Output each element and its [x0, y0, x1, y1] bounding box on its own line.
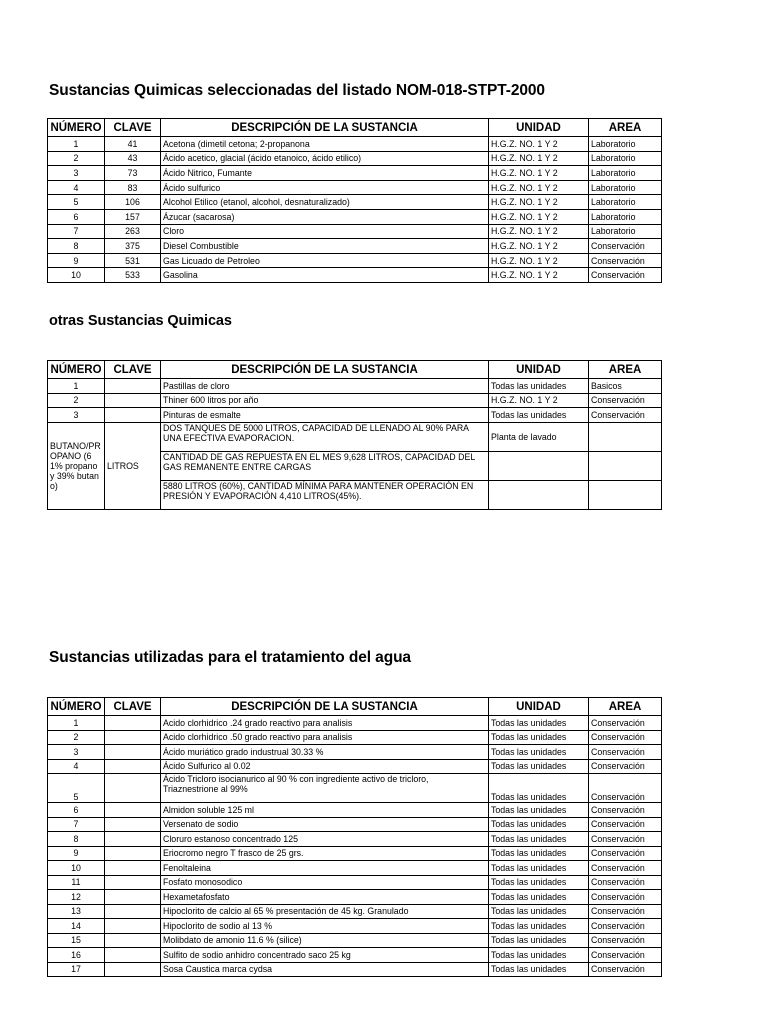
- cell-unidad: Todas las unidades: [489, 875, 589, 890]
- header-area: AREA: [589, 119, 662, 137]
- cell-unidad: Todas las unidades: [489, 846, 589, 861]
- table-row: [48, 209, 662, 224]
- cell-numero: 17: [48, 962, 105, 977]
- table-row: [48, 195, 662, 210]
- cell-unidad: H.G.Z. NO. 1 Y 2: [489, 239, 589, 254]
- water-treatment-body: [48, 716, 662, 977]
- cell-unidad: H.G.Z. NO. 1 Y 2: [489, 253, 589, 268]
- cell-numero: 6: [48, 803, 105, 818]
- cell-unidad: Todas las unidades: [489, 774, 589, 803]
- cell-numero: 11: [48, 875, 105, 890]
- cell-clave: [105, 774, 161, 803]
- cell-area: Conservación: [589, 774, 662, 803]
- cell-unidad: Todas las unidades: [489, 716, 589, 731]
- cell-unidad: Todas las unidades: [489, 408, 589, 423]
- header-unidad: UNIDAD: [489, 119, 589, 137]
- cell-clave: [105, 803, 161, 818]
- cell-numero: 1: [48, 379, 105, 394]
- header-area: AREA: [589, 361, 662, 379]
- cell-numero: 4: [48, 180, 105, 195]
- cell-descripcion: Hipoclorito de calcio al 65 % presentación de 45 kg. Granulado: [161, 904, 489, 919]
- cell-area: Conservación: [589, 393, 662, 408]
- cell-unidad: Todas las unidades: [489, 890, 589, 905]
- section-2-title: otras Sustancias Quimicas: [49, 313, 232, 329]
- cell-descripcion: Cloro: [161, 224, 489, 239]
- cell-descripcion: Molibdato de amonio 11.6 % (silice): [161, 933, 489, 948]
- cell-clave: [105, 379, 161, 394]
- cell-clave: [105, 730, 161, 745]
- cell-unidad: Todas las unidades: [489, 803, 589, 818]
- cell-descripcion: Acetona (dimetil cetona; 2-propanona: [161, 137, 489, 152]
- other-substances-table: [47, 360, 662, 510]
- cell-clave: [105, 393, 161, 408]
- cell-unidad: H.G.Z. NO. 1 Y 2: [489, 393, 589, 408]
- cell-area: Conservación: [589, 759, 662, 774]
- cell-unidad: Todas las unidades: [489, 759, 589, 774]
- cell-numero: 16: [48, 948, 105, 963]
- butano-area-2: [589, 451, 662, 480]
- cell-area: Laboratorio: [589, 137, 662, 152]
- table-row: [48, 166, 662, 181]
- cell-area: Conservación: [589, 919, 662, 934]
- cell-clave: [105, 948, 161, 963]
- cell-numero: 2: [48, 730, 105, 745]
- butano-unidad: Planta de lavado: [489, 422, 589, 451]
- cell-clave: [105, 861, 161, 876]
- cell-area: Conservación: [589, 817, 662, 832]
- table-row: [48, 408, 662, 423]
- cell-clave: [105, 817, 161, 832]
- butano-block: [48, 422, 662, 509]
- cell-area: Conservación: [589, 948, 662, 963]
- cell-descripcion: Alcohol Etilico (etanol, alcohol, desnaturalizado): [161, 195, 489, 210]
- table-row: [48, 846, 662, 861]
- cell-descripcion: Hexametafosfato: [161, 890, 489, 905]
- table-row: [48, 268, 662, 283]
- cell-unidad: H.G.Z. NO. 1 Y 2: [489, 180, 589, 195]
- header-descripcion: DESCRIPCIÓN DE LA SUSTANCIA: [161, 361, 489, 379]
- cell-unidad: Todas las unidades: [489, 379, 589, 394]
- cell-descripcion: Acido clorhidrico .24 grado reactivo para analisis: [161, 716, 489, 731]
- cell-area: Conservación: [589, 846, 662, 861]
- table-row: [48, 239, 662, 254]
- table-row: [48, 817, 662, 832]
- cell-clave: [105, 745, 161, 760]
- cell-unidad: Todas las unidades: [489, 919, 589, 934]
- cell-unidad: H.G.Z. NO. 1 Y 2: [489, 268, 589, 283]
- cell-numero: 8: [48, 239, 105, 254]
- header-numero: NÚMERO: [48, 361, 105, 379]
- butano-desc-1: DOS TANQUES DE 5000 LITROS, CAPACIDAD DE LLENADO AL 90% PARA UNA EFECTIVA EVAPORACION.: [161, 422, 489, 451]
- table-row: [48, 904, 662, 919]
- header-clave: CLAVE: [105, 361, 161, 379]
- cell-area: Laboratorio: [589, 151, 662, 166]
- cell-numero: 15: [48, 933, 105, 948]
- cell-area: Conservación: [589, 408, 662, 423]
- water-treatment-table: [47, 697, 662, 977]
- cell-clave: 106: [105, 195, 161, 210]
- cell-numero: 4: [48, 759, 105, 774]
- cell-descripcion: Pastillas de cloro: [161, 379, 489, 394]
- cell-clave: 375: [105, 239, 161, 254]
- cell-area: Conservación: [589, 730, 662, 745]
- table-row: [48, 919, 662, 934]
- table-row: [48, 933, 662, 948]
- cell-clave: 73: [105, 166, 161, 181]
- table-header-row: [48, 698, 662, 716]
- cell-descripcion: Acido clorhidrico .50 grado reactivo para analisis: [161, 730, 489, 745]
- cell-descripcion: Ácido sulfurico: [161, 180, 489, 195]
- table-row: [48, 180, 662, 195]
- cell-numero: 1: [48, 137, 105, 152]
- butano-desc-2: CANTIDAD DE GAS REPUESTA EN EL MES 9,628 LITROS, CAPACIDAD DEL GAS REMANENTE ENTRE CARGAS: [161, 451, 489, 480]
- table-row: [48, 379, 662, 394]
- table-row: [48, 137, 662, 152]
- table-row: [48, 948, 662, 963]
- cell-clave: 43: [105, 151, 161, 166]
- cell-area: Conservación: [589, 239, 662, 254]
- cell-numero: 6: [48, 209, 105, 224]
- cell-clave: [105, 408, 161, 423]
- cell-descripcion: Hipoclorito de sodio al 13 %: [161, 919, 489, 934]
- cell-numero: 9: [48, 253, 105, 268]
- cell-descripcion: Ácido Sulfurico al 0.02: [161, 759, 489, 774]
- cell-numero: 10: [48, 861, 105, 876]
- cell-numero: 3: [48, 166, 105, 181]
- table-row: [48, 962, 662, 977]
- cell-unidad: Todas las unidades: [489, 948, 589, 963]
- cell-area: Conservación: [589, 875, 662, 890]
- cell-unidad: Todas las unidades: [489, 730, 589, 745]
- cell-descripcion: Thiner 600 litros por año: [161, 393, 489, 408]
- table-row: [48, 759, 662, 774]
- header-unidad: UNIDAD: [489, 361, 589, 379]
- cell-numero: 13: [48, 904, 105, 919]
- cell-area: Laboratorio: [589, 166, 662, 181]
- cell-descripcion: Gas Licuado de Petroleo: [161, 253, 489, 268]
- butano-area-1: [589, 422, 662, 451]
- cell-area: Conservación: [589, 904, 662, 919]
- cell-descripcion: Sosa Caustica marca cydsa: [161, 962, 489, 977]
- butano-unidad-3: [489, 480, 589, 509]
- table-row: [48, 832, 662, 847]
- cell-unidad: Todas las unidades: [489, 832, 589, 847]
- cell-clave: [105, 919, 161, 934]
- cell-numero: 2: [48, 393, 105, 408]
- cell-clave: 263: [105, 224, 161, 239]
- header-clave: CLAVE: [105, 119, 161, 137]
- cell-numero: 10: [48, 268, 105, 283]
- other-substances-body: [48, 379, 662, 423]
- cell-numero: 2: [48, 151, 105, 166]
- header-area: AREA: [589, 698, 662, 716]
- cell-unidad: H.G.Z. NO. 1 Y 2: [489, 137, 589, 152]
- table-row: [48, 803, 662, 818]
- header-descripcion: DESCRIPCIÓN DE LA SUSTANCIA: [161, 698, 489, 716]
- section-3-title: Sustancias utilizadas para el tratamiento del agua: [49, 649, 411, 666]
- cell-clave: [105, 846, 161, 861]
- cell-area: Conservación: [589, 253, 662, 268]
- cell-area: Laboratorio: [589, 209, 662, 224]
- table-row: [48, 774, 662, 803]
- butano-unidad-2: [489, 451, 589, 480]
- cell-descripcion: Sulfito de sodio anhidro concentrado saco 25 kg: [161, 948, 489, 963]
- cell-clave: [105, 875, 161, 890]
- cell-unidad: Todas las unidades: [489, 933, 589, 948]
- cell-clave: [105, 890, 161, 905]
- cell-numero: 14: [48, 919, 105, 934]
- cell-clave: [105, 716, 161, 731]
- cell-numero: 3: [48, 745, 105, 760]
- cell-area: Conservación: [589, 962, 662, 977]
- cell-unidad: Todas las unidades: [489, 817, 589, 832]
- cell-clave: [105, 962, 161, 977]
- cell-descripcion: Ácido acetico, glacial (ácido etanoico, ácido etilico): [161, 151, 489, 166]
- cell-numero: 5: [48, 774, 105, 803]
- butano-desc-3: 5880 LITROS (60%), CANTIDAD MÍNIMA PARA MANTENER OPERACIÓN EN PRESIÓN Y EVAPORACIÓN 4,410 LITROS(45%).: [161, 480, 489, 509]
- cell-unidad: H.G.Z. NO. 1 Y 2: [489, 224, 589, 239]
- cell-unidad: Todas las unidades: [489, 745, 589, 760]
- cell-area: Conservación: [589, 745, 662, 760]
- table-row: [48, 890, 662, 905]
- cell-descripcion: Gasolina: [161, 268, 489, 283]
- butano-area-3: [589, 480, 662, 509]
- cell-numero: 7: [48, 817, 105, 832]
- table-row: [48, 730, 662, 745]
- cell-clave: [105, 933, 161, 948]
- table-row: [48, 151, 662, 166]
- nom-substances-body: [48, 137, 662, 283]
- cell-descripcion: Cloruro estanoso concentrado 125: [161, 832, 489, 847]
- cell-numero: 8: [48, 832, 105, 847]
- cell-descripcion: Eriocromo negro T frasco de 25 grs.: [161, 846, 489, 861]
- cell-numero: 1: [48, 716, 105, 731]
- nom-substances-table: [47, 118, 662, 283]
- cell-numero: 9: [48, 846, 105, 861]
- cell-area: Conservación: [589, 716, 662, 731]
- cell-numero: 7: [48, 224, 105, 239]
- cell-area: Conservación: [589, 268, 662, 283]
- cell-clave: 41: [105, 137, 161, 152]
- cell-clave: 83: [105, 180, 161, 195]
- table-header-row: [48, 119, 662, 137]
- cell-area: Conservación: [589, 890, 662, 905]
- cell-descripcion: Fosfato monosodico: [161, 875, 489, 890]
- table-header-row: [48, 361, 662, 379]
- butano-numero: BUTANO/PROPANO (61% propano y 39% butano): [48, 422, 105, 509]
- cell-clave: [105, 904, 161, 919]
- cell-area: Conservación: [589, 933, 662, 948]
- table-row: [48, 393, 662, 408]
- header-descripcion: DESCRIPCIÓN DE LA SUSTANCIA: [161, 119, 489, 137]
- cell-unidad: Todas las unidades: [489, 904, 589, 919]
- cell-descripcion: Ácido muriático grado industrual 30.33 %: [161, 745, 489, 760]
- section-1-title: Sustancias Quimicas seleccionadas del listado NOM-018-STPT-2000: [49, 82, 545, 99]
- butano-clave: LITROS: [105, 422, 161, 509]
- cell-unidad: H.G.Z. NO. 1 Y 2: [489, 151, 589, 166]
- cell-clave: 157: [105, 209, 161, 224]
- cell-clave: 531: [105, 253, 161, 268]
- table-row: [48, 745, 662, 760]
- cell-unidad: Todas las unidades: [489, 861, 589, 876]
- cell-descripcion: Diesel Combustible: [161, 239, 489, 254]
- cell-clave: [105, 832, 161, 847]
- cell-area: Laboratorio: [589, 195, 662, 210]
- cell-numero: 12: [48, 890, 105, 905]
- header-numero: NÚMERO: [48, 698, 105, 716]
- table-row: [48, 716, 662, 731]
- cell-area: Basicos: [589, 379, 662, 394]
- table-row: [48, 253, 662, 268]
- cell-descripcion: Pinturas de esmalte: [161, 408, 489, 423]
- header-numero: NÚMERO: [48, 119, 105, 137]
- table-row: [48, 224, 662, 239]
- cell-area: Conservación: [589, 861, 662, 876]
- cell-descripcion: Ázucar (sacarosa): [161, 209, 489, 224]
- cell-descripcion: Ácido Tricloro isocianurico al 90 % con ingrediente activo de tricloro, Triaznestrione al 99%: [161, 774, 489, 803]
- cell-descripcion: Fenoltaleina: [161, 861, 489, 876]
- cell-unidad: H.G.Z. NO. 1 Y 2: [489, 209, 589, 224]
- cell-numero: 5: [48, 195, 105, 210]
- header-unidad: UNIDAD: [489, 698, 589, 716]
- cell-clave: 533: [105, 268, 161, 283]
- cell-descripcion: Ácido Nitrico, Fumante: [161, 166, 489, 181]
- cell-area: Laboratorio: [589, 180, 662, 195]
- cell-area: Conservación: [589, 803, 662, 818]
- cell-unidad: H.G.Z. NO. 1 Y 2: [489, 166, 589, 181]
- table-row: [48, 861, 662, 876]
- butano-row: [48, 422, 662, 451]
- cell-unidad: Todas las unidades: [489, 962, 589, 977]
- cell-area: Laboratorio: [589, 224, 662, 239]
- cell-numero: 3: [48, 408, 105, 423]
- header-clave: CLAVE: [105, 698, 161, 716]
- table-row: [48, 875, 662, 890]
- cell-descripcion: Versenato de sodio: [161, 817, 489, 832]
- cell-descripcion: Almidon soluble 125 ml: [161, 803, 489, 818]
- cell-clave: [105, 759, 161, 774]
- cell-area: Conservación: [589, 832, 662, 847]
- cell-unidad: H.G.Z. NO. 1 Y 2: [489, 195, 589, 210]
